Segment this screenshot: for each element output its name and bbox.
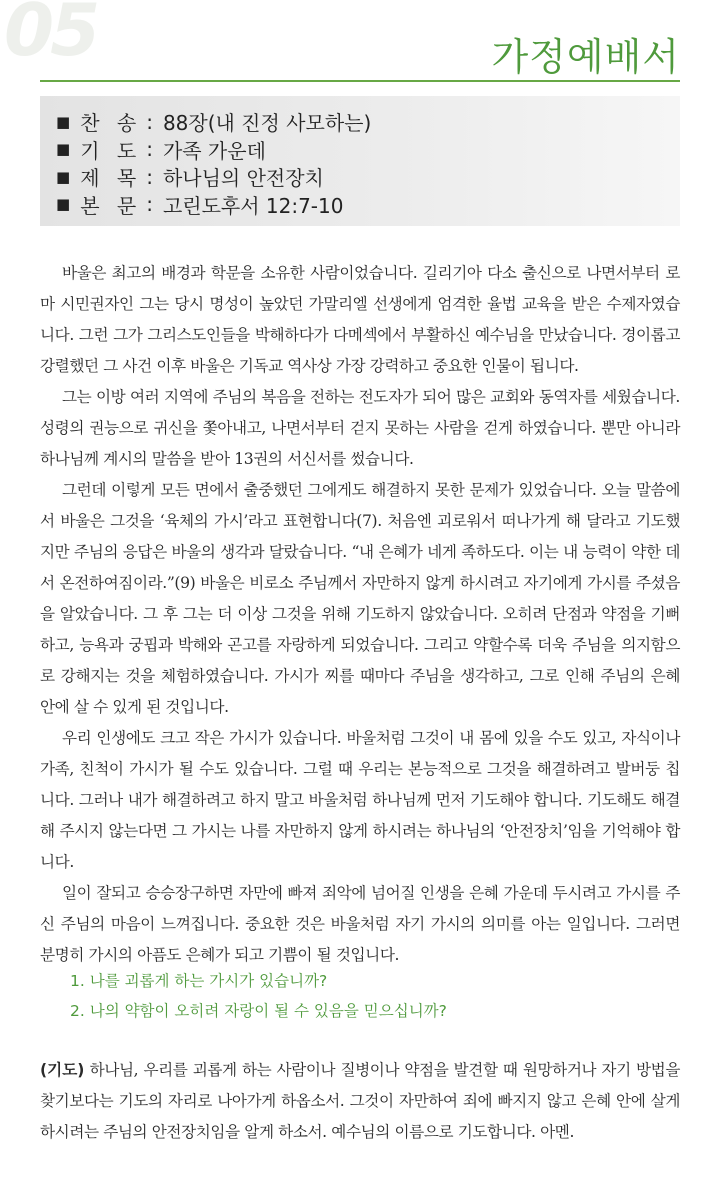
- info-label-char: 찬: [80, 111, 100, 136]
- sermon-paragraph: 그는 이방 여러 지역에 주님의 복음을 전하는 전도자가 되어 많은 교회와 동역자를 세웠습니다. 성령의 권능으로 귀신을 쫓아내고, 나면서부터 걷지 못하는 사람을 걷게 하였습니다. 뿐만 아니라 하나님께 계시의 말씀을 받아 13권의 서신서를 썼습니다.: [40, 388, 680, 468]
- info-label-char: 송: [116, 111, 137, 136]
- info-label: [80, 107, 136, 136]
- page-number: 05: [4, 0, 97, 72]
- info-value: 가족 가운데: [162, 138, 266, 163]
- info-label-char: 제: [80, 166, 100, 191]
- sermon-paragraph: 그런데 이렇게 모든 면에서 출중했던 그에게도 해결하지 못한 문제가 있었습니다. 오늘 말씀에서 바울은 그것을 ‘육체의 가시’라고 표현합니다(7). 처음엔 괴로워서 떠나가게 해 달라고 기도했지만 주님의 응답은 바울의 생각과 달랐습니다. “내 은혜가 네게 족하도다. 이는 내 능력이 약한 데서 온전하여짐이라.”(9) 바울은 비로소 주님께서 자만하지 않게 하시려고 자기에게 가시를 주셨음을 알았습니다. 그 후 그는 더 이상 그것을 위해 기도하지 않았습니다. 오히려 단점과 약점을 기뻐하고, 능욕과 궁핍과 박해와 곤고를 자랑하게 되었습니다. 그리고 약할수록 더욱 주님을 의지함으로 강해지는 것을 체험하였습니다. 가시가 찌를 때마다 주님을 생각하고, 그로 인해 주님의 은혜 안에 살 수 있게 된 것입니다.: [40, 481, 680, 716]
- square-bullet-icon: ■: [56, 195, 71, 214]
- reflection-questions: [70, 966, 447, 1026]
- info-value: 88장(내 진정 사모하는): [162, 111, 372, 136]
- info-separator: :: [146, 164, 153, 189]
- info-row-scripture: [56, 191, 371, 219]
- info-label-char: 문: [116, 193, 137, 218]
- info-list: [56, 108, 371, 218]
- header-divider: [40, 80, 680, 82]
- info-value: 하나님의 안전장치: [162, 166, 324, 191]
- square-bullet-icon: ■: [56, 140, 71, 159]
- page-title: 가정예배서: [491, 35, 680, 79]
- question-item: 1. 나를 괴롭게 하는 가시가 있습니까?: [70, 972, 328, 990]
- info-value: 고린도후서 12:7-10: [162, 193, 344, 218]
- sermon-paragraph: 일이 잘되고 승승장구하면 자만에 빠져 죄악에 넘어질 인생을 은혜 가운데 두시려고 가시를 주신 주님의 마음이 느껴집니다. 중요한 것은 바울처럼 자기 가시의 의미를 아는 일입니다. 그러면 분명히 가시의 아픔도 은혜가 되고 기쁨이 될 것입니다.: [40, 884, 680, 964]
- info-label: [80, 190, 136, 219]
- square-bullet-icon: ■: [56, 167, 71, 186]
- info-separator: :: [146, 137, 153, 162]
- info-label: [80, 135, 136, 164]
- info-row-prayer: [56, 136, 371, 164]
- info-label-char: 기: [80, 138, 100, 163]
- sermon-paragraph: 우리 인생에도 크고 작은 가시가 있습니다. 바울처럼 그것이 내 몸에 있을 수도 있고, 자식이나 가족, 친척이 가시가 될 수도 있습니다. 그럴 때 우리는 본능적으로 그것을 해결하려고 발버둥 칩니다. 그러나 내가 해결하려고 하지 말고 바울처럼 하나님께 먼저 기도해야 합니다. 기도해도 해결해 주시지 않는다면 그 가시는 나를 자만하지 않게 하시려는 하나님의 ‘안전장치’임을 기억해야 합니다.: [40, 729, 680, 871]
- sermon-body: [40, 258, 680, 971]
- info-separator: :: [146, 192, 153, 217]
- closing-prayer: [40, 1055, 680, 1148]
- info-label-char: 도: [116, 138, 137, 163]
- question-item: 2. 나의 약함이 오히려 자랑이 될 수 있음을 믿으십니까?: [70, 1002, 447, 1020]
- sermon-paragraph: 바울은 최고의 배경과 학문을 소유한 사람이었습니다. 길리기아 다소 출신으로 나면서부터 로마 시민권자인 그는 당시 명성이 높았던 가말리엘 선생에게 엄격한 율법 교육을 받은 수제자였습니다. 그런 그가 그리스도인들을 박해하다가 다메섹에서 부활하신 예수님을 만났습니다. 경이롭고 강렬했던 그 사건 이후 바울은 기독교 역사상 가장 강력하고 중요한 인물이 됩니다.: [40, 264, 680, 375]
- info-separator: :: [146, 109, 153, 134]
- prayer-text: 하나님, 우리를 괴롭게 하는 사람이나 질병이나 약점을 발견할 때 원망하거나 자기 방법을 찾기보다는 기도의 자리로 나아가게 하옵소서. 그것이 자만하여 죄에 빠지지 않고 은혜 안에 살게 하시려는 주님의 안전장치임을 알게 하소서. 예수님의 이름으로 기도합니다. 아멘.: [40, 1061, 680, 1141]
- square-bullet-icon: ■: [56, 112, 71, 131]
- info-label: [80, 162, 136, 191]
- info-label-char: 본: [80, 193, 100, 218]
- prayer-label: (기도): [40, 1061, 85, 1079]
- info-row-hymn: [56, 108, 371, 136]
- info-label-char: 목: [116, 166, 137, 191]
- info-row-title: [56, 163, 371, 191]
